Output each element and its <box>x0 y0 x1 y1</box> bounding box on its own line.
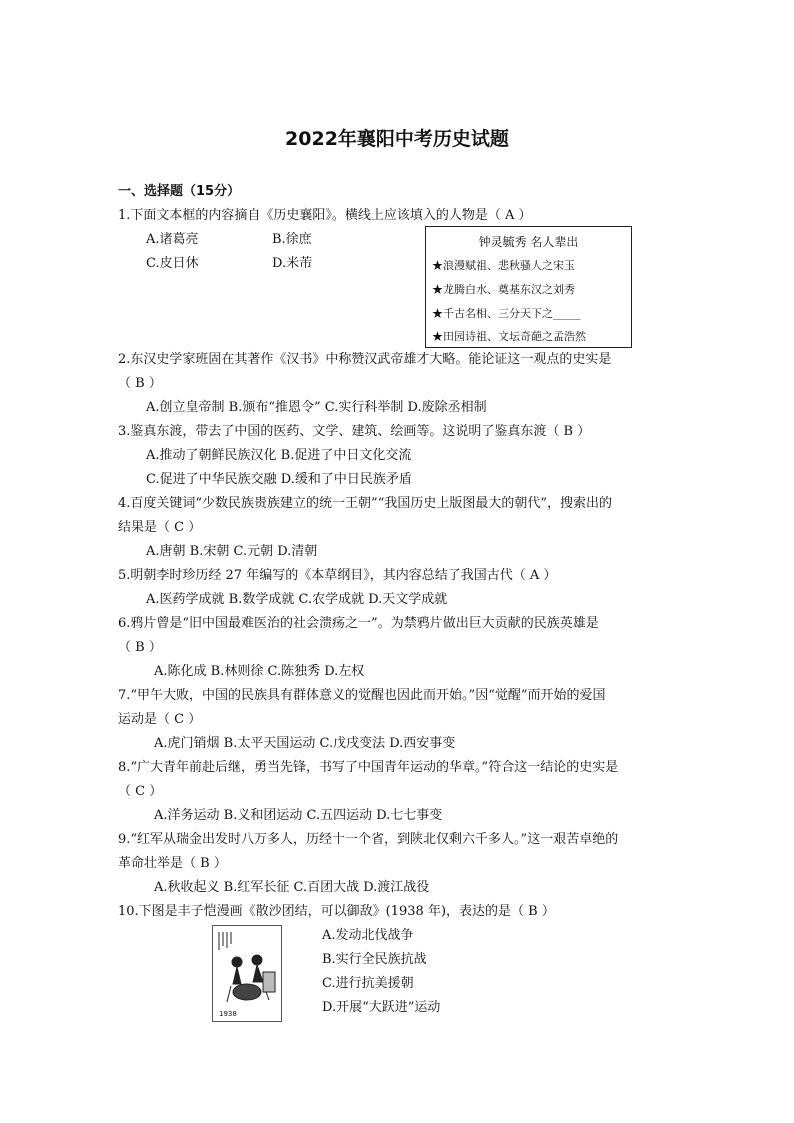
box-line: ★千古名相、三分天下之_____ <box>432 307 581 320</box>
q4-stem-line1: 4.百度关键词“少数民族贵族建立的统一王朝”“我国历史上版图最大的朝代”，搜索出的 <box>118 496 612 511</box>
q10-option-d: D.开展“大跃进”运动 <box>322 1000 441 1015</box>
q10-option-a: A.发动北伐战争 <box>322 928 414 943</box>
q1-option-b: B.徐庶 <box>272 232 312 247</box>
comic-year: 1938 <box>219 1010 237 1018</box>
q6-options: A.陈化成 B.林则徐 C.陈独秀 D.左权 <box>154 664 365 679</box>
box-title: 钟灵毓秀 名人辈出 <box>478 235 579 249</box>
box-line: ★浪漫赋祖、悲秋骚人之宋玉 <box>432 259 575 272</box>
q10-option-c: C.进行抗美援朝 <box>322 976 414 991</box>
q3-stem: 3.鉴真东渡，带去了中国的医药、文学、建筑、绘画等。这说明了鉴真东渡（ B ） <box>118 424 591 439</box>
q1-option-a: A.诸葛亮 <box>146 232 199 247</box>
q2-stem-line2: （ B ） <box>118 376 162 391</box>
q2-stem-line1: 2.东汉史学家班固在其著作《汉书》中称赞汉武帝雄才大略。能论证这一观点的史实是 <box>118 352 612 367</box>
q9-stem-line2: 革命壮举是（ B ） <box>118 856 227 871</box>
q1-text-box <box>425 226 632 348</box>
q8-options: A.洋务运动 B.义和团运动 C.五四运动 D.七七事变 <box>154 808 443 823</box>
q2-options: A.创立皇帝制 B.颁布“推恩令” C.实行科举制 D.废除丞相制 <box>146 400 487 415</box>
q8-stem-line1: 8.“广大青年前赴后继，勇当先锋，书写了中国青年运动的华章。”符合这一结论的史实是 <box>118 760 619 775</box>
q3-options-row1: A.推动了朝鲜民族汉化 B.促进了中日文化交流 <box>146 448 412 463</box>
box-line: ★田园诗祖、文坛奇葩之孟浩然 <box>432 330 586 343</box>
q1-stem: 1.下面文本框的内容摘自《历史襄阳》。横线上应该填入的人物是（ A ） <box>118 208 532 223</box>
q5-options: A.医药学成就 B.数学成就 C.农学成就 D.天文学成就 <box>146 592 448 607</box>
page-title: 2022年襄阳中考历史试题 <box>285 128 509 150</box>
q7-stem-line1: 7.“甲午大败，中国的民族具有群体意义的觉醒也因此而开始。”因“觉醒”而开始的爱国 <box>118 688 606 703</box>
q7-options: A.虎门销烟 B.太平天国运动 C.戊戌变法 D.西安事变 <box>154 736 456 751</box>
q6-stem-line2: （ B ） <box>118 640 162 655</box>
q8-stem-line2: （ C ） <box>118 784 163 799</box>
q1-option-c: C.皮日休 <box>146 256 199 271</box>
box-line: ★龙腾白水、奠基东汉之刘秀 <box>432 283 575 296</box>
q10-option-b: B.实行全民族抗战 <box>322 952 427 967</box>
q4-stem-line2: 结果是（ C ） <box>118 520 202 535</box>
comic-illustration <box>212 925 282 1022</box>
q5-stem: 5.明朝李时珍历经 27 年编写的《本草纲目》，其内容总结了我国古代（ A ） <box>118 568 557 583</box>
q9-options: A.秋收起义 B.红军长征 C.百团大战 D.渡江战役 <box>154 880 430 895</box>
q4-options: A.唐朝 B.宋朝 C.元朝 D.清朝 <box>146 544 318 559</box>
q3-options-row2: C.促进了中华民族交融 D.缓和了中日民族矛盾 <box>146 472 412 487</box>
section-heading: 一、选择题（15分） <box>118 184 241 199</box>
q10-stem: 10.下图是丰子恺漫画《散沙团结，可以御敌》(1938 年)，表达的是（ B ） <box>118 904 555 919</box>
q1-option-d: D.米芾 <box>272 256 313 271</box>
comic-drawing <box>213 926 281 1021</box>
q7-stem-line2: 运动是（ C ） <box>118 712 202 727</box>
q9-stem-line1: 9.“红军从瑞金出发时八万多人，历经十一个省，到陕北仅剩六千多人。”这一艰苦卓绝的 <box>118 832 619 847</box>
q6-stem-line1: 6.鸦片曾是“旧中国最难医治的社会溃疡之一”。为禁鸦片做出巨大贡献的民族英雄是 <box>118 616 599 631</box>
